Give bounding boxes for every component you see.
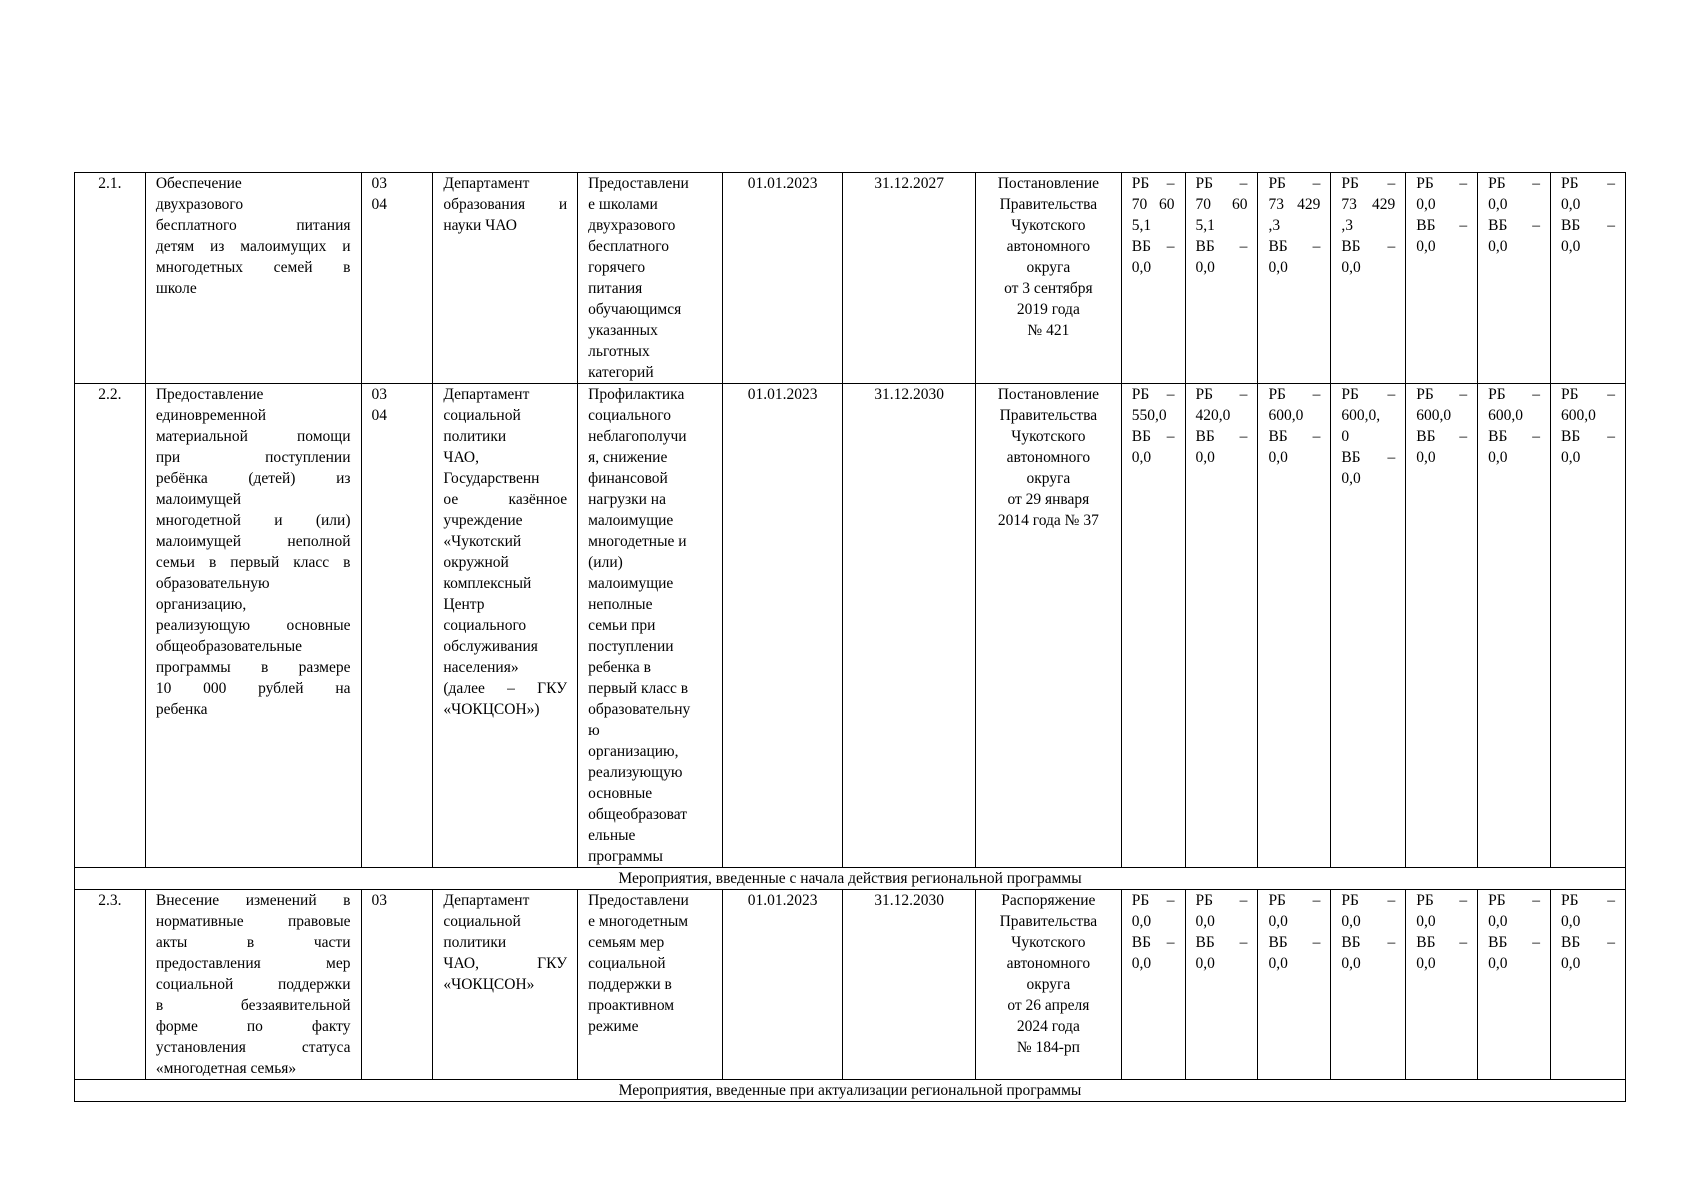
measure-name-line: социальной поддержки [155,976,351,993]
funding-year-7-line: 0,0 [1561,955,1581,972]
expected-result-line: общеобразоват [588,806,688,823]
executor-line: Департамент [443,892,530,909]
funding-year-4-line: 0,0 [1341,470,1361,487]
expected-result-line: горячего [588,259,646,276]
funding-year-7-line: 0,0 [1561,449,1581,466]
funding-year-4-line: 600,0, [1341,407,1381,424]
measure-name-line: предоставления мер [155,955,351,972]
funding-year-5-line: 0,0 [1416,196,1436,213]
expected-result-line: ребенка в [588,659,651,676]
expected-result-line: первый класс в [588,680,689,697]
legal-act-line: 2014 года № 37 [997,512,1099,529]
measure-name [145,890,361,1080]
funding-year-7-line: РБ – [1561,892,1615,909]
funding-year-2-line: 0,0 [1195,955,1215,972]
start-date [722,384,842,868]
measure-name-line: многодетных семей в [155,259,351,276]
funding-year-7-line: ВБ – [1561,217,1615,234]
expected-result-line: е школами [588,196,658,213]
expected-result-line: многодетные и [588,533,687,550]
funding-year-1-line: 550,0 [1131,407,1167,424]
legal-act-line: автономного [1006,955,1091,972]
measure-name-line: ребенка [155,701,208,718]
funding-year-5-line: ВБ – [1416,217,1468,234]
expected-result-line: неблагополучи [588,428,687,445]
funding-year-5-line: 0,0 [1416,913,1436,930]
funding-year-3-line: РБ – [1268,892,1321,909]
executor [433,384,578,868]
funding-year-4-line: ,3 [1341,217,1353,234]
expected-result-line: нагрузки на [588,491,666,508]
executor [433,173,578,384]
funding-year-1-line: ВБ – [1131,934,1175,951]
funding-year-1-line: 0,0 [1131,955,1152,972]
executor-line: ое казённое [443,491,568,508]
legal-act-line: Чукотского [1011,428,1086,445]
expected-result-line: малоимущие [588,575,674,592]
funding-year-2-line: ВБ – [1195,428,1248,445]
funding-year-7 [1551,890,1626,1080]
funding-year-5-line: 0,0 [1416,449,1436,466]
expected-result-line: режиме [588,1018,639,1035]
funding-year-3-line: ВБ – [1268,238,1321,255]
measure-name-line: малоимущей [155,491,242,508]
legal-act-line: Чукотского [1011,217,1086,234]
measure-name-line: малоимущей неполной [155,533,351,550]
funding-year-6 [1478,890,1551,1080]
funding-year-2-line: ВБ – [1195,238,1248,255]
funding-year-6-line: ВБ – [1488,428,1540,445]
expected-result-line: неполные [588,596,653,613]
executor-line: Департамент [443,175,530,192]
expected-result-line: е многодетным [588,913,689,930]
funding-year-4 [1331,173,1406,384]
measure-name-line: 10 000 рублей на [155,680,351,697]
legal-act-line: Постановление [997,386,1100,403]
expected-result [578,890,723,1080]
executor-line: политики [443,934,507,951]
expected-result [578,384,723,868]
funding-year-1-line: 5,1 [1131,217,1152,234]
executor-line: социальной [443,407,521,424]
measure-name-line: программы в размере [155,659,351,676]
table-body [75,173,1626,1102]
funding-year-3 [1258,384,1331,868]
measure-name [145,173,361,384]
funding-year-5 [1406,890,1478,1080]
expected-result-line: финансовой [588,470,668,487]
legal-act-line: от 3 сентября [1004,280,1093,297]
expected-result-line: социального [588,407,671,424]
executor-line: Департамент [443,386,530,403]
expected-result-line: Предоставлени [588,892,689,909]
budget-code [361,384,433,868]
legal-act-line: автономного [1006,238,1091,255]
start-date-line: 01.01.2023 [747,175,818,192]
start-date [722,173,842,384]
legal-act-line: от 26 апреля [1007,997,1090,1014]
expected-result-line: малоимущие [588,512,674,529]
funding-year-2-line: 5,1 [1195,217,1215,234]
measure-name-line: Обеспечение [155,175,242,192]
funding-year-7-line: РБ – [1561,386,1615,403]
funding-year-1-line: 0,0 [1131,449,1152,466]
legal-act-line: 2019 года [1016,301,1080,318]
funding-year-3-line: РБ – [1268,175,1321,192]
funding-year-4-line: 0,0 [1341,259,1361,276]
funding-year-6-line: 0,0 [1488,955,1508,972]
executor-line: ЧАО, ГКУ [443,955,568,972]
funding-year-2-line: РБ – [1195,175,1248,192]
table-row [75,384,1626,868]
legal-act [975,384,1121,868]
measure-name-line: бесплатного питания [155,217,351,234]
measure-name-line: школе [155,280,197,297]
expected-result-line: проактивном [588,997,675,1014]
funding-year-4-line: 73 429 [1341,196,1396,213]
expected-result-line: организацию, [588,743,679,760]
end-date [843,384,976,868]
measure-name-line: при поступлении [155,449,351,466]
row-number [75,890,146,1080]
measure-name-line: двухразового [155,196,244,213]
budget-code [361,890,433,1080]
measure-name-line: акты в части [155,934,351,951]
section-heading: Мероприятия, введенные с начала действия региональной программы [75,868,1626,890]
end-date [843,890,976,1080]
funding-year-5 [1406,384,1478,868]
measure-name-line: реализующую основные [155,617,351,634]
funding-year-1-line: 0,0 [1131,259,1152,276]
funding-year-6-line: 0,0 [1488,238,1508,255]
expected-result-line: образовательну [588,701,691,718]
section-row [75,1080,1626,1102]
budget-code-line: 03 [371,892,387,909]
funding-year-2-line: РБ – [1195,892,1248,909]
legal-act-line: автономного [1006,449,1091,466]
measure-name-line: единовременной [155,407,267,424]
funding-year-3-line: 0,0 [1268,955,1288,972]
funding-year-6-line: РБ – [1488,892,1540,909]
legal-act-line: № 184-рп [1016,1039,1080,1056]
funding-year-4-line: ВБ – [1341,934,1396,951]
measure-name-line: материальной помощи [155,428,351,445]
funding-year-1 [1121,173,1185,384]
funding-year-5-line: РБ – [1416,386,1468,403]
funding-year-3 [1258,890,1331,1080]
measure-name-line: общеобразовательные [155,638,302,655]
executor-line: комплексный [443,575,532,592]
row-number [75,384,146,868]
expected-result-line: основные [588,785,653,802]
measure-name-line: организацию, [155,596,247,613]
end-date-line: 31.12.2030 [874,892,945,909]
funding-year-6 [1478,384,1551,868]
expected-result-line: Предоставлени [588,175,689,192]
measure-name-line: семьи в первый класс в [155,554,351,571]
executor-line: «Чукотский [443,533,522,550]
legal-act-line: Правительства [999,913,1098,930]
funding-year-4 [1331,890,1406,1080]
end-date-line: 31.12.2030 [874,386,945,403]
executor-line: населения» [443,659,519,676]
funding-year-4-line: 0,0 [1341,913,1361,930]
funding-year-6-line: РБ – [1488,175,1540,192]
executor-line: ЧАО, [443,449,479,466]
start-date-line: 01.01.2023 [747,892,818,909]
funding-year-1-line: ВБ – [1131,238,1175,255]
budget-code-line: 04 [371,196,387,213]
legal-act-line: Правительства [999,196,1098,213]
measure-name-line: ребёнка (детей) из [155,470,351,487]
funding-year-1 [1121,384,1185,868]
funding-year-4-line: РБ – [1341,175,1396,192]
section-row [75,868,1626,890]
funding-year-4-line: ВБ – [1341,238,1396,255]
funding-year-2-line: 420,0 [1195,407,1231,424]
funding-year-6-line: 0,0 [1488,196,1508,213]
funding-year-4-line: РБ – [1341,386,1396,403]
funding-year-6-line: ВБ – [1488,934,1540,951]
funding-year-3-line: 600,0 [1268,407,1304,424]
executor-line: Центр [443,596,485,613]
legal-act [975,173,1121,384]
legal-act-line: Распоряжение [1001,892,1096,909]
budget-code [361,173,433,384]
section-heading: Мероприятия, введенные при актуализации региональной программы [75,1080,1626,1102]
funding-year-3-line: РБ – [1268,386,1321,403]
executor-line: образования и [443,196,568,213]
funding-year-6-line: 0,0 [1488,913,1508,930]
funding-year-5-line: 0,0 [1416,238,1436,255]
funding-year-5 [1406,173,1478,384]
funding-year-7-line: 0,0 [1561,913,1581,930]
measure-name-line: установления статуса [155,1039,351,1056]
funding-year-5-line: РБ – [1416,892,1468,909]
funding-year-2 [1185,890,1258,1080]
measure-name-line: форме по факту [155,1018,351,1035]
measure-name-line: в беззаявительной [155,997,351,1014]
funding-year-2-line: 0,0 [1195,913,1215,930]
funding-year-1-line: РБ – [1131,386,1175,403]
funding-year-7 [1551,173,1626,384]
executor-line: науки ЧАО [443,217,517,234]
measures-table [74,172,1626,1102]
funding-year-2-line: ВБ – [1195,934,1248,951]
budget-code-line: 03 [371,175,387,192]
measure-name-line: детям из малоимущих и [155,238,351,255]
funding-year-2 [1185,384,1258,868]
funding-year-5-line: 600,0 [1416,407,1452,424]
funding-year-4-line: 0,0 [1341,955,1361,972]
executor-line: (далее – ГКУ [443,680,568,697]
expected-result-line: семьям мер [588,934,665,951]
funding-year-3-line: 0,0 [1268,259,1288,276]
executor-line: Государственн [443,470,540,487]
funding-year-3-line: 0,0 [1268,449,1288,466]
funding-year-2 [1185,173,1258,384]
table-row [75,173,1626,384]
funding-year-6-line: РБ – [1488,386,1540,403]
legal-act-line: от 29 января [1007,491,1090,508]
executor-line: «ЧОКЦСОН» [443,976,535,993]
expected-result-line: двухразового [588,217,676,234]
funding-year-2-line: 0,0 [1195,259,1215,276]
funding-year-6 [1478,173,1551,384]
funding-year-1-line: ВБ – [1131,428,1175,445]
measure-name-line: нормативные правовые [155,913,351,930]
measure-name-line: Внесение изменений в [155,892,351,909]
legal-act-line: округа [1026,259,1071,276]
expected-result-line: питания [588,280,643,297]
funding-year-3-line: ,3 [1268,217,1281,234]
expected-result-line: я, снижение [588,449,668,466]
funding-year-6-line: 0,0 [1488,449,1508,466]
expected-result-line: категорий [588,364,654,381]
funding-year-5-line: ВБ – [1416,934,1468,951]
funding-year-5-line: РБ – [1416,175,1468,192]
executor-line: окружной [443,554,509,571]
measure-name-line: Предоставление [155,386,264,403]
funding-year-7-line: ВБ – [1561,428,1615,445]
expected-result [578,173,723,384]
legal-act-line: 2024 года [1016,1018,1080,1035]
executor-line: учреждение [443,512,523,529]
funding-year-3-line: 73 429 [1268,196,1321,213]
funding-year-6-line: 600,0 [1488,407,1523,424]
funding-year-2-line: 70 60 [1195,196,1248,213]
end-date [843,173,976,384]
funding-year-5-line: 0,0 [1416,955,1436,972]
legal-act-line: округа [1026,470,1071,487]
funding-year-3 [1258,173,1331,384]
measure-name-line: многодетной и (или) [155,512,351,529]
expected-result-line: поддержки в [588,976,672,993]
table-row [75,890,1626,1080]
measure-name-line: «многодетная семья» [155,1060,297,1077]
expected-result-line: льготных [588,343,650,360]
funding-year-4 [1331,384,1406,868]
row-number [75,173,146,384]
funding-year-3-line: ВБ – [1268,428,1321,445]
expected-result-line: реализующую [588,764,683,781]
funding-year-3-line: ВБ – [1268,934,1321,951]
expected-result-line: указанных [588,322,658,339]
funding-year-4-line: ВБ – [1341,449,1396,466]
legal-act-line: Правительства [999,407,1098,424]
funding-year-7-line: ВБ – [1561,934,1615,951]
expected-result-line: ю [588,722,600,739]
funding-year-1-line: 70 60 [1131,196,1175,213]
funding-year-5-line: ВБ – [1416,428,1468,445]
end-date-line: 31.12.2027 [874,175,945,192]
funding-year-3-line: 0,0 [1268,913,1288,930]
funding-year-1-line: 0,0 [1131,913,1152,930]
funding-year-4-line: РБ – [1341,892,1396,909]
expected-result-line: семьи при [588,617,656,634]
funding-year-7 [1551,384,1626,868]
funding-year-2-line: РБ – [1195,386,1248,403]
funding-year-4-line: 0 [1341,428,1350,445]
executor-line: «ЧОКЦСОН») [443,701,540,718]
expected-result-line: бесплатного [588,238,670,255]
funding-year-7-line: РБ – [1561,175,1615,192]
funding-year-1-line: РБ – [1131,892,1175,909]
executor-line: обслуживания [443,638,538,655]
legal-act-line: Чукотского [1011,934,1086,951]
expected-result-line: ельные [588,827,636,844]
legal-act-line: № 421 [1027,322,1070,339]
start-date [722,890,842,1080]
funding-year-7-line: 0,0 [1561,196,1581,213]
row-number-line: 2.2. [98,386,122,403]
expected-result-line: социальной [588,955,666,972]
funding-year-7-line: 0,0 [1561,238,1581,255]
executor-line: социального [443,617,527,634]
executor-line: социальной [443,913,521,930]
budget-code-line: 03 [371,386,387,403]
legal-act [975,890,1121,1080]
budget-code-line: 04 [371,407,387,424]
executor [433,890,578,1080]
expected-result-line: (или) [588,554,623,571]
measure-name-line: образовательную [155,575,270,592]
row-number-line: 2.3. [98,892,122,909]
start-date-line: 01.01.2023 [747,386,818,403]
funding-year-2-line: 0,0 [1195,449,1215,466]
executor-line: политики [443,428,507,445]
legal-act-line: округа [1026,976,1071,993]
funding-year-1 [1121,890,1185,1080]
row-number-line: 2.1. [98,175,122,192]
funding-year-6-line: ВБ – [1488,217,1540,234]
measure-name [145,384,361,868]
expected-result-line: программы [588,848,663,865]
funding-year-7-line: 600,0 [1561,407,1596,424]
funding-year-1-line: РБ – [1131,175,1175,192]
expected-result-line: Профилактика [588,386,685,403]
legal-act-line: Постановление [997,175,1100,192]
expected-result-line: поступлении [588,638,674,655]
expected-result-line: обучающимся [588,301,682,318]
